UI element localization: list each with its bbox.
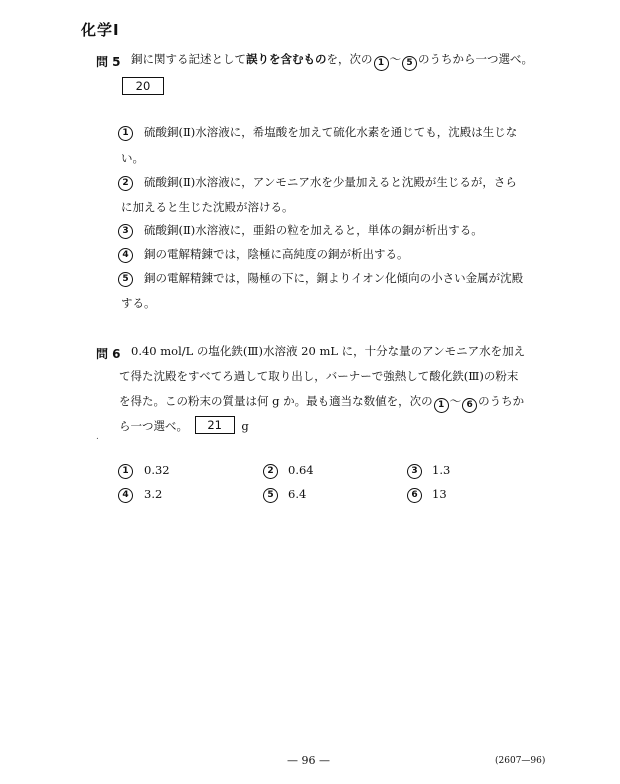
q6-option-value: 0.64 [288,463,314,477]
circled-number-icon: 6 [462,398,477,413]
q5-stem [131,47,533,71]
circled-number-icon: 5 [402,56,417,71]
q5-stem-b: を，次の [326,52,373,66]
q6-line4: ら一つ選べ。 [119,419,188,433]
circled-number-icon: 1 [374,56,389,71]
q6-unit: g [241,419,249,433]
stray-mark: . [96,432,99,442]
circled-number-icon: 5 [263,488,278,503]
q5-option-line: 銅の電解精錬では，陽極の下に，銅よりイオン化傾向の小さい金属が沈殿 [144,271,524,285]
q5-label: 問 5 [96,55,121,69]
q5-option-line: に加えると生じた沈殿が溶ける。 [121,200,294,214]
circled-number-icon: 5 [118,272,133,287]
q5-option-line: 硫酸銅(Ⅱ)水溶液に，亜鉛の粒を加えると，単体の銅が析出する。 [144,223,483,237]
q6-line: て得た沈殿をすべてろ過して取り出し，バーナーで強熱して酸化鉄(Ⅲ)の粉末 [119,369,519,383]
circled-number-icon: 4 [118,488,133,503]
circled-number-icon: 1 [118,464,133,479]
q6-option-value: 6.4 [288,487,307,501]
circled-number-icon: 1 [118,126,133,141]
q5-option-line: する。 [121,296,156,310]
circled-number-icon: 3 [407,464,422,479]
circled-number-icon: 1 [434,398,449,413]
q6-option-value: 13 [432,487,447,501]
q6-option-value: 0.32 [144,463,170,477]
q5-option-line: 硫酸銅(Ⅱ)水溶液に，アンモニア水を少量加えると沈殿が生じるが，さら [144,175,517,189]
q6-option-value: 3.2 [144,487,163,501]
q5-answer-box: 20 [122,77,164,95]
subject-title: 化学Ⅰ [81,21,120,39]
q6-label: 問 6 [96,347,121,361]
page-number: — 96 — [287,754,330,767]
exam-code: (2607—96) [495,756,546,766]
q5-option-line: 硫酸銅(Ⅱ)水溶液に，希塩酸を加えて硫化水素を通じても，沈殿は生じな [144,125,518,139]
q5-option-line: 銅の電解精錬では，陰極に高純度の銅が析出する。 [144,247,409,261]
circled-number-icon: 2 [118,176,133,191]
q6-answer-box: 21 [195,416,235,434]
q6-line3-a: を得た。この粉末の質量は何 g か。最も適当な数値を，次の [119,394,433,408]
q5-tilde: 〜 [389,52,401,66]
q5-stem-bold: 誤りを含むもの [246,52,327,66]
circled-number-icon: 4 [118,248,133,263]
circled-number-icon: 6 [407,488,422,503]
circled-number-icon: 3 [118,224,133,239]
q5-stem-a: 銅に関する記述として [131,52,246,66]
q6-line: 0.40 mol/L の塩化鉄(Ⅲ)水溶液 20 mL に，十分な量のアンモニア水を加え [131,344,526,358]
q5-stem-c: のうちから一つ選べ。 [418,52,533,66]
q6-line [119,414,249,438]
circled-number-icon: 2 [263,464,278,479]
q6-line3-b: のうちか [478,394,525,408]
q6-line [119,389,524,413]
q5-option-line: い。 [121,151,144,165]
q6-option-value: 1.3 [432,463,451,477]
q6-tilde: 〜 [449,394,462,408]
